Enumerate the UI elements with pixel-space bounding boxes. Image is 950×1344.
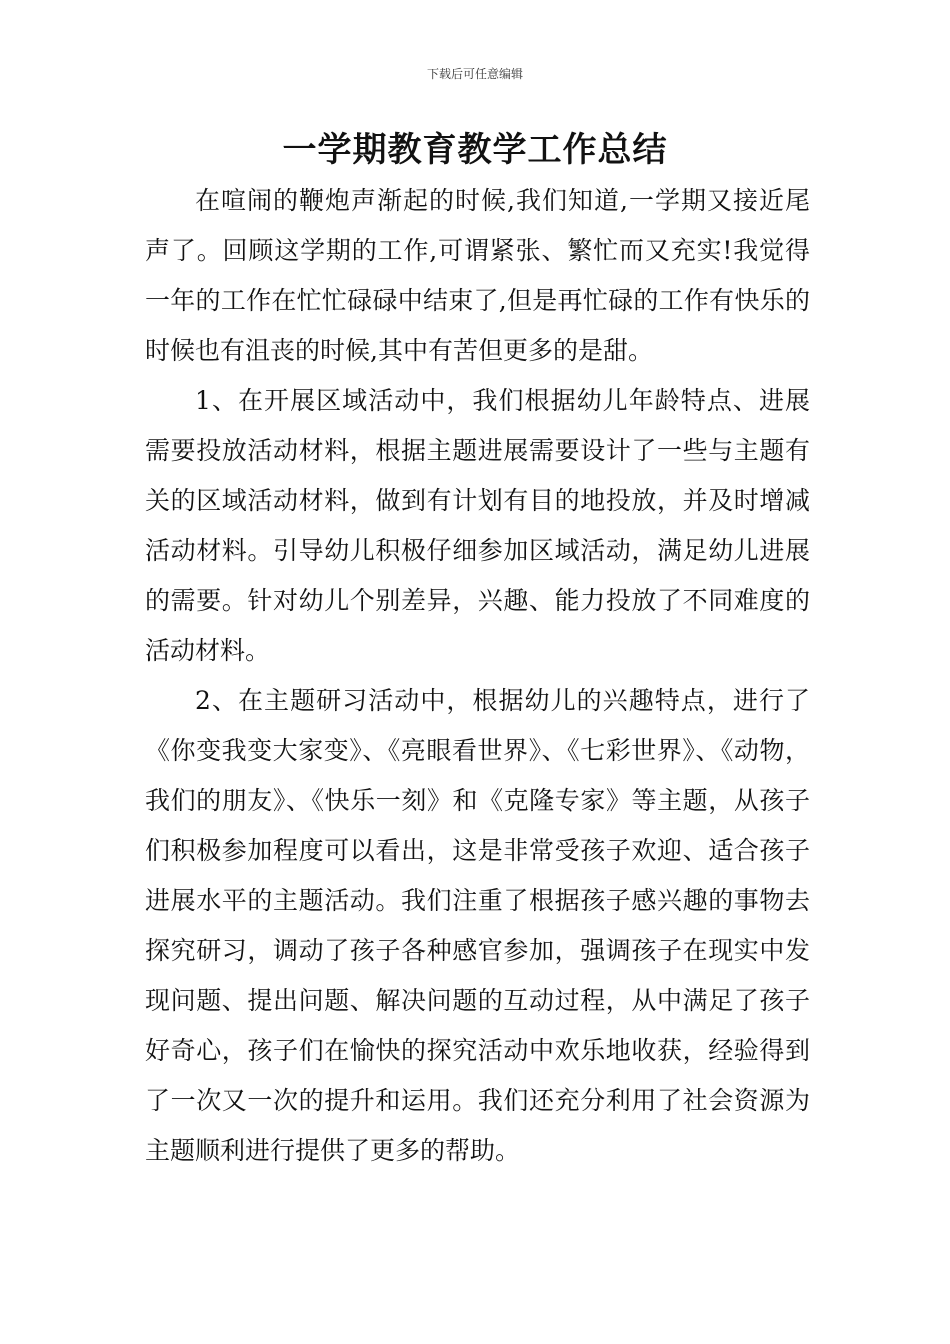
document-body (145, 176, 810, 1176)
document-title: 一学期教育教学工作总结 (282, 130, 668, 170)
paragraph-intro: 在喧闹的鞭炮声渐起的时候,我们知道,一学期又接近尾声了。回顾这学期的工作,可谓紧张、繁忙而又充实!我觉得一年的工作在忙忙碌碌中结束了,但是再忙碌的工作有快乐的时候也有沮丧的时候,其中有苦但更多的是甜。 (145, 186, 810, 365)
header-note: 下载后可任意编辑 (426, 67, 523, 81)
paragraph-item-2: 2、在主题研习活动中，根据幼儿的兴趣特点，进行了《你变我变大家变》、《亮眼看世界》、《七彩世界》、《动物，我们的朋友》、《快乐一刻》和《克隆专家》等主题，从孩子们积极参加程度可以看出，这是非常受孩子欢迎、适合孩子进展水平的主题活动。我们注重了根据孩子感兴趣的事物去探究研习，调动了孩子各种感官参加，强调孩子在现实中发现问题、提出问题、解决问题的互动过程，从中满足了孩子好奇心，孩子们在愉快的探究活动中欢乐地收获，经验得到了一次又一次的提升和运用。我们还充分利用了社会资源为主题顺利进行提供了更多的帮助。 (145, 686, 810, 1165)
paragraph-item-1: 1、在开展区域活动中，我们根据幼儿年龄特点、进展需要投放活动材料，根据主题进展需要设计了一些与主题有关的区域活动材料，做到有计划有目的地投放，并及时增减活动材料。引导幼儿积极仔细参加区域活动，满足幼儿进展的需要。针对幼儿个别差异，兴趣、能力投放了不同难度的活动材料。 (145, 386, 810, 665)
